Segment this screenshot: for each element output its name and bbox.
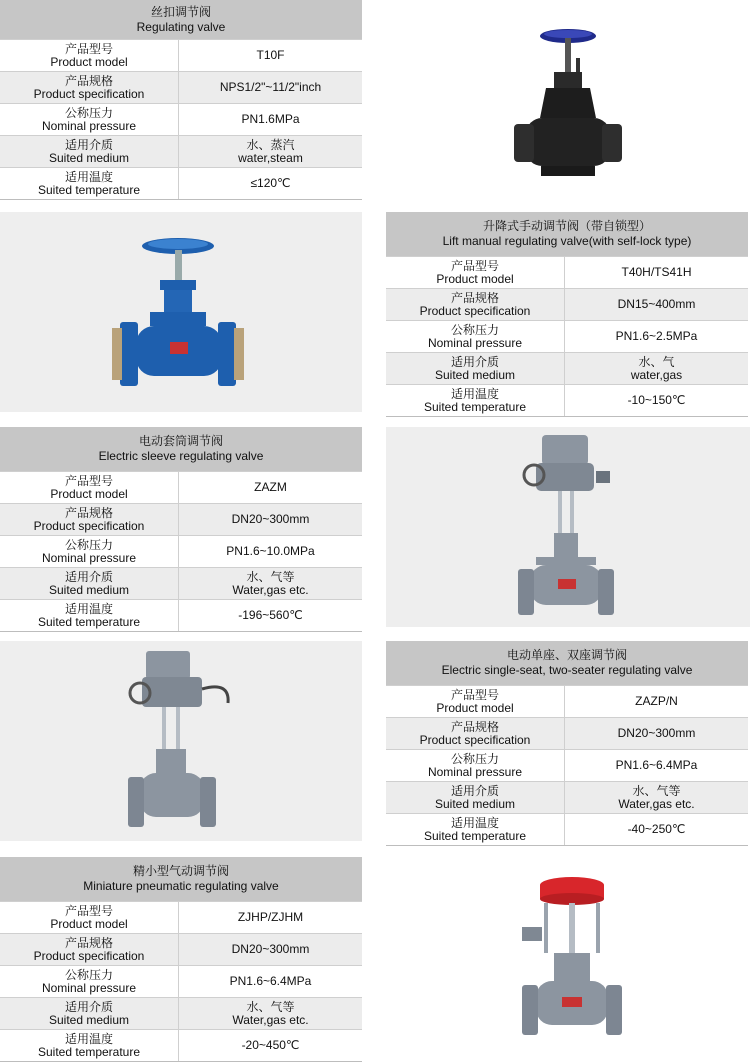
- pressure-value: PN1.6~2.5MPa: [565, 321, 749, 353]
- medium-value-en: water,steam: [238, 150, 303, 165]
- label-en: Suited temperature: [423, 828, 527, 843]
- table-row: [0, 902, 362, 934]
- label-cn: 产品规格: [450, 719, 499, 734]
- table-row: [0, 72, 362, 104]
- label-cn: 公称压力: [64, 967, 113, 982]
- valve-spec-table-4: [386, 641, 748, 846]
- table-header: [386, 641, 748, 685]
- table-row: [0, 168, 362, 200]
- label-en: Nominal pressure: [41, 980, 137, 995]
- table-header: [386, 212, 748, 256]
- medium-value-cn: 水、蒸汽: [246, 137, 295, 152]
- model-value: T40H/TS41H: [565, 257, 749, 289]
- title-cn: 电动单座、双座调节阀: [506, 648, 627, 662]
- medium-value-en: Water,gas etc.: [618, 796, 695, 811]
- title-cn: 精小型气动调节阀: [132, 864, 229, 878]
- title-cn: 丝扣调节阀: [150, 5, 211, 19]
- label-cn: 适用温度: [450, 386, 499, 401]
- label-cn: 产品规格: [64, 73, 113, 88]
- label-en: Suited medium: [48, 582, 130, 597]
- label-cn: 适用介质: [450, 354, 499, 369]
- table-row: [0, 998, 362, 1030]
- pressure-value: PN1.6MPa: [179, 104, 363, 136]
- label-en: Suited medium: [434, 367, 516, 382]
- table-row: [386, 257, 748, 289]
- label-en: Suited temperature: [37, 1044, 141, 1059]
- label-cn: 产品规格: [64, 505, 113, 520]
- label-en: Suited medium: [48, 150, 130, 165]
- label-en: Product model: [50, 486, 128, 501]
- label-cn: 适用温度: [450, 815, 499, 830]
- medium-value-cn: 水、气等: [246, 569, 295, 584]
- valve-spec-table-5: [0, 857, 362, 1062]
- label-en: Nominal pressure: [427, 335, 523, 350]
- label-cn: 公称压力: [64, 105, 113, 120]
- model-value: T10F: [179, 40, 363, 72]
- pressure-value: PN1.6~10.0MPa: [179, 536, 363, 568]
- table-row: [0, 568, 362, 600]
- table-row: [386, 321, 748, 353]
- label-cn: 产品规格: [64, 935, 113, 950]
- table-row: [0, 536, 362, 568]
- title-en: Electric sleeve regulating valve: [98, 449, 264, 463]
- medium-value-en: Water,gas etc.: [232, 582, 309, 597]
- model-value: ZJHP/ZJHM: [179, 902, 363, 934]
- label-en: Product specification: [33, 948, 145, 963]
- table-row: [0, 472, 362, 504]
- label-cn: 公称压力: [450, 751, 499, 766]
- valve-photo-electric-sleeve: [386, 427, 750, 627]
- label-cn: 适用介质: [64, 999, 113, 1014]
- table-row: [0, 136, 362, 168]
- label-cn: 产品型号: [450, 258, 499, 273]
- valve-photo-pneumatic: [386, 857, 750, 1063]
- label-en: Suited temperature: [37, 614, 141, 629]
- label-cn: 产品型号: [450, 687, 499, 702]
- label-cn: 适用温度: [64, 601, 113, 616]
- label-cn: 适用介质: [64, 137, 113, 152]
- table-row: [386, 814, 748, 846]
- table-row: [386, 385, 748, 417]
- table-row: [386, 686, 748, 718]
- label-en: Product specification: [33, 518, 145, 533]
- label-en: Nominal pressure: [427, 764, 523, 779]
- valve-spec-table-2: [386, 212, 748, 417]
- table-row: [386, 353, 748, 385]
- medium-value-en: water,gas: [630, 367, 683, 382]
- label-en: Product model: [436, 271, 514, 286]
- spec-value: DN20~300mm: [179, 504, 363, 536]
- label-cn: 产品型号: [64, 473, 113, 488]
- pressure-value: PN1.6~6.4MPa: [565, 750, 749, 782]
- temp-value: -20~450℃: [179, 1030, 363, 1062]
- table-row: [0, 104, 362, 136]
- table-header: [0, 0, 362, 39]
- electric-sleeve-valve-image: [386, 427, 750, 627]
- model-value: ZAZP/N: [565, 686, 749, 718]
- label-en: Suited medium: [434, 796, 516, 811]
- label-cn: 产品型号: [64, 41, 113, 56]
- table-row: [386, 750, 748, 782]
- label-cn: 公称压力: [450, 322, 499, 337]
- temp-value: -10~150℃: [565, 385, 749, 417]
- label-en: Nominal pressure: [41, 118, 137, 133]
- label-en: Product model: [50, 54, 128, 69]
- title-en: Regulating valve: [136, 20, 226, 34]
- medium-value-en: Water,gas etc.: [232, 1012, 309, 1027]
- valve-photo-regulating: [386, 0, 750, 198]
- medium-value-cn: 水、气: [638, 354, 675, 369]
- label-cn: 产品规格: [450, 290, 499, 305]
- electric-seat-valve-image: [0, 641, 362, 841]
- table-row: [0, 966, 362, 998]
- pneumatic-valve-image: [386, 857, 750, 1063]
- title-en: Electric single-seat, two-seater regulating valve: [441, 663, 693, 677]
- table-row: [386, 782, 748, 814]
- table-header: [0, 427, 362, 471]
- label-en: Product model: [50, 916, 128, 931]
- table-row: [0, 600, 362, 632]
- label-cn: 公称压力: [64, 537, 113, 552]
- valve-photo-lift-manual: [0, 212, 362, 412]
- title-cn: 升降式手动调节阀（带自锁型）: [482, 219, 651, 233]
- label-cn: 适用介质: [64, 569, 113, 584]
- label-en: Product specification: [419, 303, 531, 318]
- table-row: [386, 718, 748, 750]
- spec-value: DN20~300mm: [179, 934, 363, 966]
- table-row: [0, 934, 362, 966]
- spec-value: DN20~300mm: [565, 718, 749, 750]
- label-cn: 适用温度: [64, 1031, 113, 1046]
- table-row: [0, 1030, 362, 1062]
- label-en: Suited temperature: [37, 182, 141, 197]
- label-en: Nominal pressure: [41, 550, 137, 565]
- label-en: Product specification: [33, 86, 145, 101]
- label-en: Product model: [436, 700, 514, 715]
- valve-photo-electric-seat: [0, 641, 362, 841]
- label-cn: 适用温度: [64, 169, 113, 184]
- table-row: [0, 504, 362, 536]
- label-cn: 适用介质: [450, 783, 499, 798]
- regulating-valve-image: [386, 0, 750, 198]
- model-value: ZAZM: [179, 472, 363, 504]
- pressure-value: PN1.6~6.4MPa: [179, 966, 363, 998]
- temp-value: -196~560℃: [179, 600, 363, 632]
- title-cn: 电动套筒调节阀: [138, 434, 223, 448]
- lift-manual-valve-image: [0, 212, 362, 412]
- valve-spec-table-1: [0, 0, 362, 200]
- spec-value: NPS1/2"~11/2"inch: [179, 72, 363, 104]
- label-cn: 产品型号: [64, 903, 113, 918]
- label-en: Suited medium: [48, 1012, 130, 1027]
- temp-value: ≤120℃: [179, 168, 363, 200]
- label-en: Suited temperature: [423, 399, 527, 414]
- temp-value: -40~250℃: [565, 814, 749, 846]
- title-en: Lift manual regulating valve(with self-lock type): [442, 234, 692, 248]
- table-row: [386, 289, 748, 321]
- spec-value: DN15~400mm: [565, 289, 749, 321]
- table-row: [0, 40, 362, 72]
- title-en: Miniature pneumatic regulating valve: [83, 879, 279, 893]
- medium-value-cn: 水、气等: [632, 783, 681, 798]
- label-en: Product specification: [419, 732, 531, 747]
- valve-spec-table-3: [0, 427, 362, 632]
- medium-value-cn: 水、气等: [246, 999, 295, 1014]
- table-header: [0, 857, 362, 901]
